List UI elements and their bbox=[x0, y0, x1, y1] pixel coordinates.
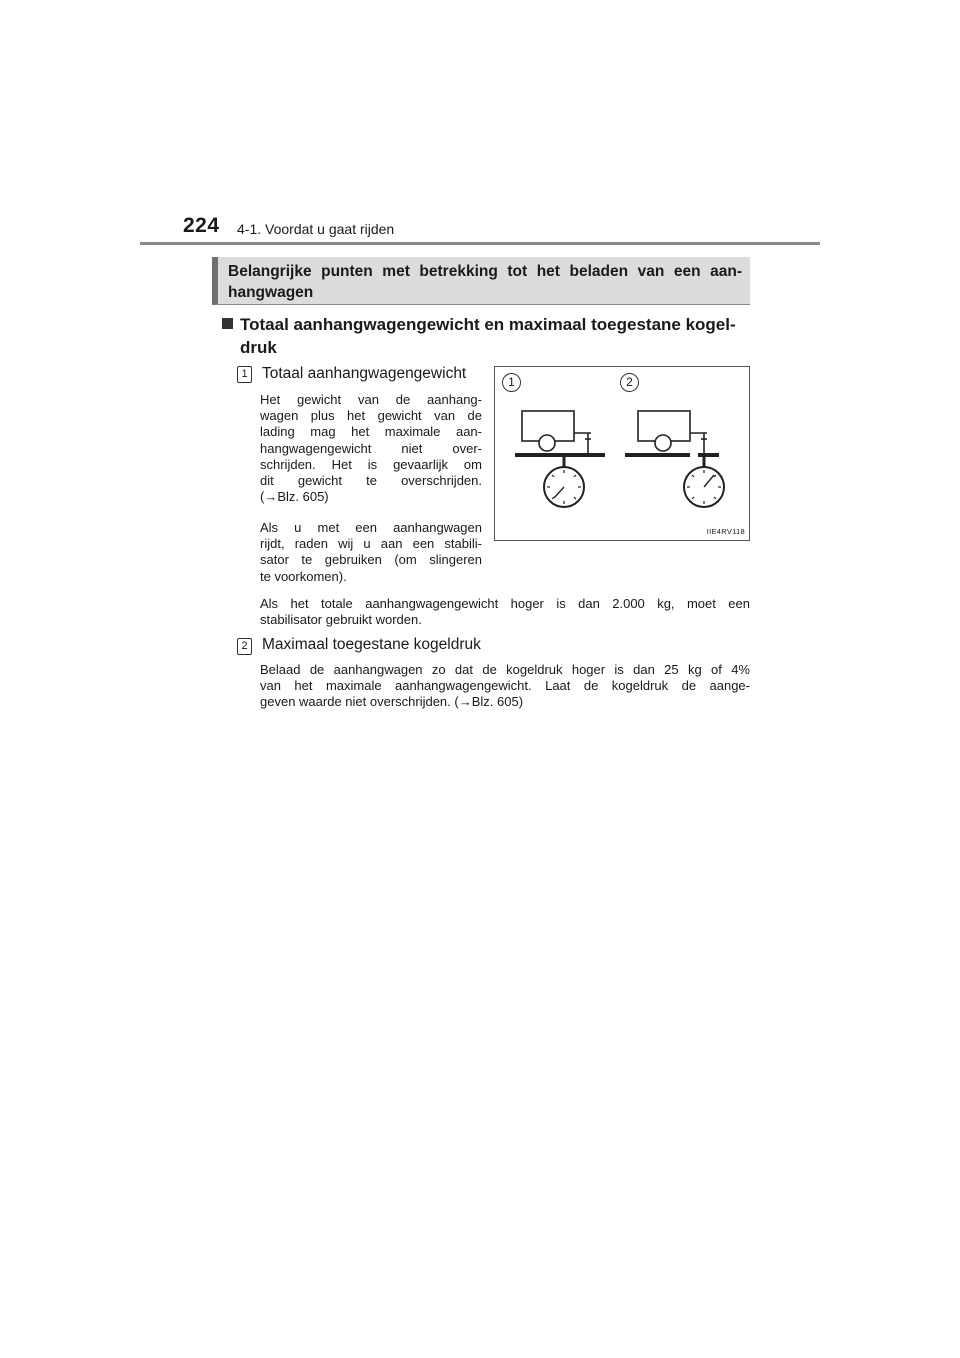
figure-label-1: 1 bbox=[502, 373, 521, 392]
text-line: te voorkomen). bbox=[260, 568, 347, 584]
scale-needle-1 bbox=[554, 487, 564, 498]
item2-paragraph bbox=[260, 662, 750, 711]
text-line: Als het totale aanhangwagengewicht hoger is dan 2.000 kg, moet een bbox=[260, 596, 750, 611]
page-number: 224 bbox=[183, 214, 220, 237]
text-line: Het gewicht van de aanhang- bbox=[260, 392, 482, 407]
figure-label-2: 2 bbox=[620, 373, 639, 392]
scale-needle-2 bbox=[704, 475, 714, 487]
trailer-weight-illustration bbox=[494, 366, 750, 541]
text-line: van het maximale aanhangwagengewicht. Laat de kogeldruk de aange- bbox=[260, 678, 750, 694]
item1-paragraph-3 bbox=[260, 596, 750, 628]
trailer-2-drawing bbox=[625, 411, 724, 507]
text-line: Als u met een aanhangwagen bbox=[260, 520, 482, 535]
header-divider bbox=[140, 242, 820, 245]
item-number-badge-1: 1 bbox=[237, 366, 252, 383]
figure-code: IIE4RV118 bbox=[706, 527, 745, 536]
item1-paragraph-1 bbox=[260, 392, 482, 505]
trailer-scale-diagram bbox=[495, 367, 749, 540]
subsection-heading bbox=[222, 313, 750, 359]
text-line: wagen plus het gewicht van de bbox=[260, 408, 482, 424]
item-number-badge-2: 2 bbox=[237, 638, 252, 655]
item1-paragraph-2 bbox=[260, 520, 482, 585]
text-line: rijdt, raden wij u aan een stabili- bbox=[260, 536, 482, 552]
trailer-1-drawing bbox=[515, 411, 605, 507]
trailer-wheel-2 bbox=[655, 435, 671, 451]
subsection-heading-line2: druk bbox=[240, 338, 277, 357]
text-line: dit gewicht te overschrijden. bbox=[260, 473, 482, 489]
text-line: lading mag het maximale aan- bbox=[260, 424, 482, 440]
section-title: 4-1. Voordat u gaat rijden bbox=[237, 221, 395, 237]
subsection-heading-line1: Totaal aanhangwagengewicht en maximaal toegestane kogel- bbox=[240, 315, 736, 334]
text-line: (→Blz. 605) bbox=[260, 489, 329, 505]
item-title-2: Maximaal toegestane kogeldruk bbox=[262, 636, 481, 653]
text-line: Belaad de aanhangwagen zo dat de kogeldruk hoger is dan 25 kg of 4% bbox=[260, 662, 750, 677]
text-line: stabilisator gebruikt worden. bbox=[260, 612, 422, 628]
topic-banner: Belangrijke punten met betrekking tot het beladen van een aan-hangwagen bbox=[212, 257, 750, 305]
text-line: sator te gebruiken (om slingeren bbox=[260, 552, 482, 568]
square-bullet-icon bbox=[222, 318, 233, 329]
item-title-1: Totaal aanhangwagengewicht bbox=[262, 365, 467, 382]
text-line: hangwagengewicht niet over- bbox=[260, 440, 482, 456]
text-line: geven waarde niet overschrijden. (→Blz. 605) bbox=[260, 694, 524, 710]
text-line: schrijden. Het is gevaarlijk om bbox=[260, 456, 482, 472]
trailer-wheel-1 bbox=[539, 435, 555, 451]
